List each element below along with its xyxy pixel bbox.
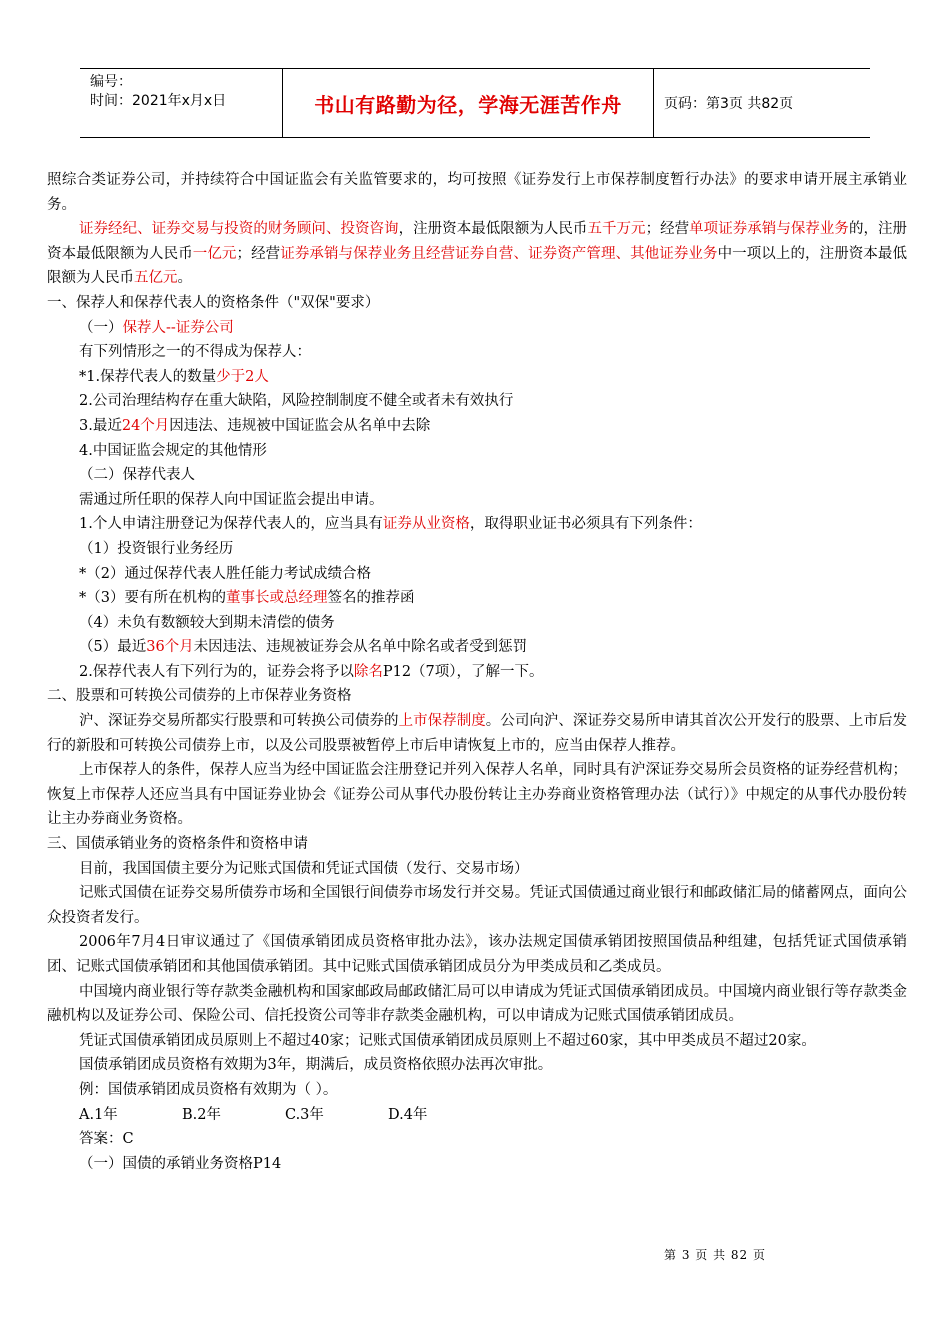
text-span: 1.个人申请注册登记为保荐代表人的，应当具有: [79, 516, 383, 533]
highlight-text: 单项证券承销与保荐业务: [689, 221, 849, 238]
highlight-text: 除名: [353, 663, 383, 680]
text-span: 。公司向沪、深证券交易所申请其首次公开发行的股票、上市后发行的新股和可转换公司债券上市，以及公司股票被暂停上市后申请恢复上市的，应当由保荐人推荐。: [47, 713, 908, 754]
option-b: B.2年: [182, 1106, 221, 1123]
header-page-cell: [654, 69, 870, 137]
text-span: *1.保荐代表人的数量: [79, 368, 217, 385]
list-item: [47, 512, 907, 537]
highlight-text: 24个月: [121, 417, 170, 434]
page-header: [80, 68, 870, 138]
paragraph: 凭证式国债承销团成员原则上不超过40家；记账式国债承销团成员原则上不超过60家，其中甲类成员不超过20家。: [79, 1032, 816, 1049]
list-item: [47, 365, 907, 390]
header-time: 时间：2021年x月x日: [90, 93, 227, 109]
document-body: [47, 168, 907, 1176]
paragraph: 记账式国债在证券交易所债券市场和全国银行间债券市场发行并交易。凭证式国债通过商业银行和邮政储汇局的储蓄网点，面向公众投资者发行。: [47, 885, 907, 926]
paragraph: 中国境内商业银行等存款类金融机构和国家邮政局邮政储汇局可以申请成为凭证式国债承销团成员。中国境内商业银行等存款类金融机构以及证券公司、保险公司、信托投资公司等非存款类金融机构，可以申请成为记账式国债承销团成员。: [47, 983, 907, 1025]
section-heading: 二、股票和可转换公司债券的上市保荐业务资格: [47, 688, 352, 705]
text-span: 的，注册资本最低限额为人民币: [47, 221, 908, 262]
answer-options: [47, 1103, 907, 1128]
text-span: 。: [177, 270, 192, 287]
header-meta: [80, 69, 282, 137]
highlight-text: 少于2人: [216, 368, 269, 385]
paragraph: 需通过所任职的保荐人向中国证监会提出申请。: [79, 491, 384, 508]
subsection-heading: （二）保荐代表人: [79, 467, 195, 484]
option-d: D.4年: [388, 1106, 428, 1123]
highlight-text: 上市保荐制度: [398, 713, 486, 730]
paragraph: 目前，我国国债主要分为记账式国债和凭证式国债（发行、交易市场）: [79, 860, 529, 877]
text-span: 沪、深证券交易所都实行股票和可转换公司债券的: [79, 713, 399, 730]
condition-item: [47, 586, 907, 611]
paragraph: 国债承销团成员资格有效期为3年，期满后，成员资格依照办法再次审批。: [79, 1057, 553, 1074]
list-item: 2.公司治理结构存在重大缺陷，风险控制制度不健全或者未有效执行: [79, 393, 514, 410]
paragraph: 上市保荐人的条件，保荐人应当为经中国证监会注册登记并列入保荐人名单，同时具有沪深证券交易所会员资格的证券经营机构；恢复上市保荐人还应当具有中国证券业协会《证券公司从事代办股份转让主办券商业资格管理办法（试行）》中规定的从事代办股份转让主办券商业务资格。: [47, 762, 907, 828]
highlight-text: 五亿元: [134, 270, 178, 287]
text-span: 2.保荐代表人有下列行为的，证券会将予以: [79, 663, 354, 680]
text-span: 3.最近: [79, 417, 122, 434]
text-span: 未因违法、违规被证券会从名单中除名或者受到惩罚: [193, 639, 528, 656]
header-motto-cell: [282, 69, 654, 137]
text-span: 因违法、违规被中国证监会从名单中去除: [169, 417, 431, 434]
paragraph: 照综合类证券公司，并持续符合中国证监会有关监管要求的，均可按照《证券发行上市保荐制度暂行办法》的要求申请开展主承销业务。: [47, 172, 907, 213]
highlight-text: 证券从业资格: [382, 516, 470, 533]
text-span: （5）最近: [79, 639, 147, 656]
paragraph: 2006年7月4日审议通过了《国债承销团成员资格审批办法》，该办法规定国债承销团按照国债品种组建，包括凭证式国债承销团、记账式国债承销团和其他国债承销团。其中记账式国债承销团成员分为甲类成员和乙类成员。: [47, 934, 907, 975]
list-item: [47, 660, 907, 685]
answer: 答案：C: [79, 1131, 134, 1148]
highlight-text: 36个月: [146, 639, 194, 656]
text-span: P12（7项），了解一下。: [382, 663, 544, 680]
section-heading: 三、国债承销业务的资格条件和资格申请: [47, 836, 308, 853]
text-span: 签名的推荐函: [327, 590, 415, 607]
paragraph: [47, 709, 907, 758]
condition-item: [47, 635, 907, 660]
header-motto: 书山有路勤为径，学海无涯苦作舟: [314, 92, 622, 117]
example-question: 例：国债承销团成员资格有效期为（ ）。: [79, 1081, 338, 1098]
text-span: ；经营: [645, 221, 690, 238]
page-footer: 第 3 页 共 82 页: [664, 1248, 766, 1262]
highlight-text: 一亿元: [192, 245, 237, 262]
text-span: 中一项以上的，注册资本最低限额为人民币: [47, 245, 908, 287]
subsection-heading: [47, 316, 907, 341]
text-span: *（3）要有所在机构的: [79, 590, 226, 607]
list-item: 4.中国证监会规定的其他情形: [79, 442, 267, 459]
condition-item: *（2）通过保荐代表人胜任能力考试成绩合格: [79, 565, 371, 582]
highlight-text: 五千万元: [587, 221, 646, 238]
header-number: 编号：: [90, 74, 132, 90]
highlight-text: 董事长或总经理: [225, 590, 328, 607]
highlight-text: 证券承销与保荐业务且经营证券自营、证券资产管理、其他证券业务: [280, 245, 718, 262]
text-span: （一）: [79, 319, 123, 336]
header-page-number: 页码：第3页 共82页: [664, 96, 794, 112]
option-c: C.3年: [285, 1106, 324, 1123]
condition-item: （4）未负有数额较大到期未清偿的债务: [79, 614, 335, 631]
text-span: ；经营: [236, 245, 281, 262]
section-heading: 一、保荐人和保荐代表人的资格条件（"双保"要求）: [47, 294, 380, 311]
capital-requirements-paragraph: [47, 217, 907, 291]
list-intro: 有下列情形之一的不得成为保荐人：: [79, 344, 311, 361]
highlight-text: 保荐人--证券公司: [122, 319, 234, 336]
text-span: ，取得职业证书必须具有下列条件：: [469, 516, 702, 533]
list-item: [47, 414, 907, 439]
condition-item: （1）投资银行业务经历: [79, 540, 234, 557]
highlight-text: 证券经纪、证券交易与投资的财务顾问、投资咨询: [79, 221, 399, 238]
subsection-heading: （一）国债的承销业务资格P14: [79, 1155, 282, 1172]
text-span: ，注册资本最低限额为人民币: [398, 221, 588, 238]
option-a: A.1年: [79, 1106, 118, 1123]
